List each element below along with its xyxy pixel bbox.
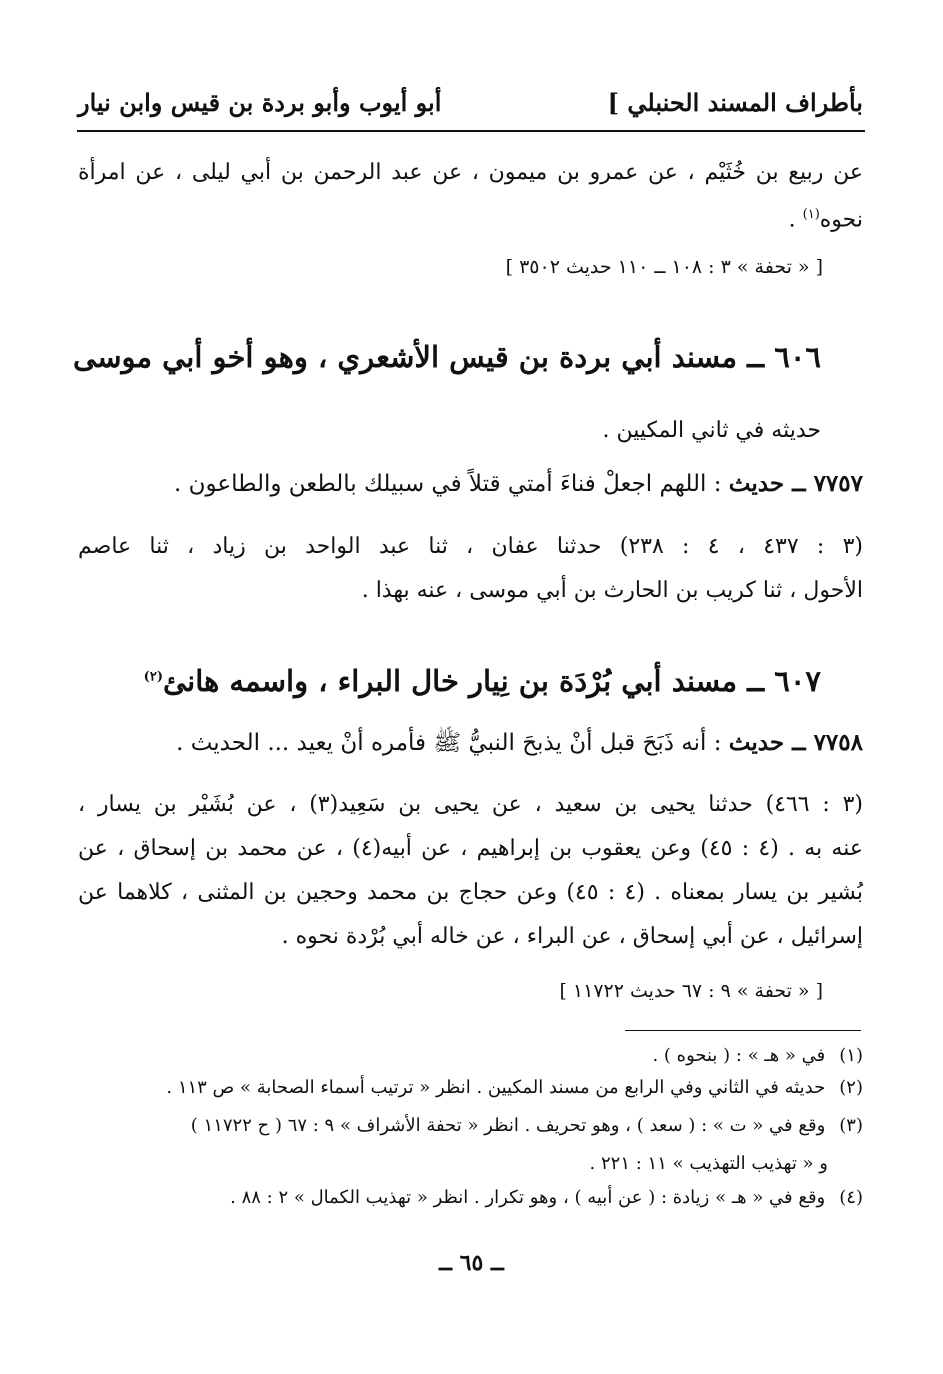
section-607-title: ٦٠٧ ــ مسند أبي بُرْدَة بن نِيار خال البراء ، واسمه هانئ$^{(٢)}$	[143, 664, 821, 698]
tuhfa-reference-1: [ « تحفة » ٣ : ١٠٨ ــ ١١٠ حديث ٣٥٠٢ ]	[505, 256, 823, 278]
footnote-3-continued: و « تهذيب التهذيب » ١١ : ٢٢١ .	[589, 1153, 828, 1174]
intro-line-2: نحوه$^{(١)}$ .	[788, 207, 863, 233]
hadith-7757	[78, 470, 863, 497]
hadith-7757-number: ٧٧٥٧ ــ حديث	[728, 470, 863, 497]
running-header	[78, 88, 863, 128]
footnote-rule	[625, 1030, 861, 1031]
hadith-7758-chain-line-3: بُشير بن يسار بمعناه . (٤ : ٤٥) وعن حجاج بن محمد وحجين بن المثنى ، كلاهما عن	[78, 880, 863, 905]
footnote-4: (٤) وقع في « هـ » زيادة : ( عن أبيه ) ، وهو تكرار . انظر « تهذيب الكمال » ٢ : ٨٨ .	[230, 1187, 863, 1208]
hadith-7758	[78, 728, 863, 762]
hadith-7757-chain-line-2: الأحول ، ثنا كريب بن الحارث بن أبي موسى ، عنه بهذا .	[361, 578, 863, 603]
footnote-ref-1: (١)	[802, 207, 820, 222]
hadith-7757-text: : اللهم اجعلْ فناءَ أمتي قتلاً في سبيلك بالطعن والطاعون .	[173, 471, 729, 497]
footnote-2: (٢) حديثه في الثاني وفي الرابع من مسند المكيين . انظر « ترتيب أسماء الصحابة » ص ١١٣ .	[166, 1077, 863, 1098]
header-chapter-title: أبو أيوب وأبو بردة بن قيس وابن نيار	[78, 88, 442, 117]
hadith-7758-number: ٧٧٥٨ ــ حديث	[728, 729, 863, 756]
hadith-7758-text: : أنه ذَبَحَ قبل أنْ يذبحَ النبيُّ ﷺ فأمره أنْ يعيد ... الحديث .	[176, 730, 729, 756]
hadith-7758-chain-line-4: إسرائيل ، عن أبي إسحاق ، عن البراء ، عن خاله أبي بُرْدة نحوه .	[281, 924, 863, 949]
footnote-3: (٣) وقع في « ت » : ( سعد ) ، وهو تحريف . انظر « تحفة الأشراف » ٩ : ٦٧ ( ح ١١٧٢٢ )	[190, 1115, 863, 1136]
hadith-7758-chain-line-1: (٣ : ٤٦٦) حدثنا يحيى بن سعيد ، عن يحيى بن سَعِيد(٣) ، عن بُشَيْر بن يسار ،	[78, 792, 864, 817]
section-606-note: حديثه في ثاني المكيين .	[602, 418, 821, 443]
hadith-7758-chain-line-2: عنه به . (٤ : ٤٥) وعن يعقوب بن إبراهيم ، عن أبيه(٤) ، عن محمد بن إسحاق ، عن	[78, 836, 863, 861]
footnote-1: (١) في « هـ » : ( بنحوه ) .	[652, 1045, 863, 1066]
footnote-ref-2: (٢)	[143, 669, 163, 685]
section-606-title: ٦٠٦ ــ مسند أبي بردة بن قيس الأشعري ، وهو أخو أبي موسى	[73, 340, 821, 374]
page-number: ــ ٦٥ ــ	[439, 1250, 504, 1276]
header-book-title: بأطراف المسند الحنبلي ]	[607, 88, 863, 117]
hadith-7757-chain-line-1: (٣ : ٤٣٧ ، ٤ : ٢٣٨) حدثنا عفان ، ثنا عبد الواحد بن زياد ، ثنا عاصم	[78, 534, 863, 559]
intro-line-1: عن ربيع بن خُثَيْم ، عن عمرو بن ميمون ، عن عبد الرحمن بن أبي ليلى ، عن امرأة	[78, 160, 863, 185]
header-rule	[77, 130, 865, 132]
tuhfa-reference-2: [ « تحفة » ٩ : ٦٧ حديث ١١٧٢٢ ]	[559, 980, 823, 1002]
